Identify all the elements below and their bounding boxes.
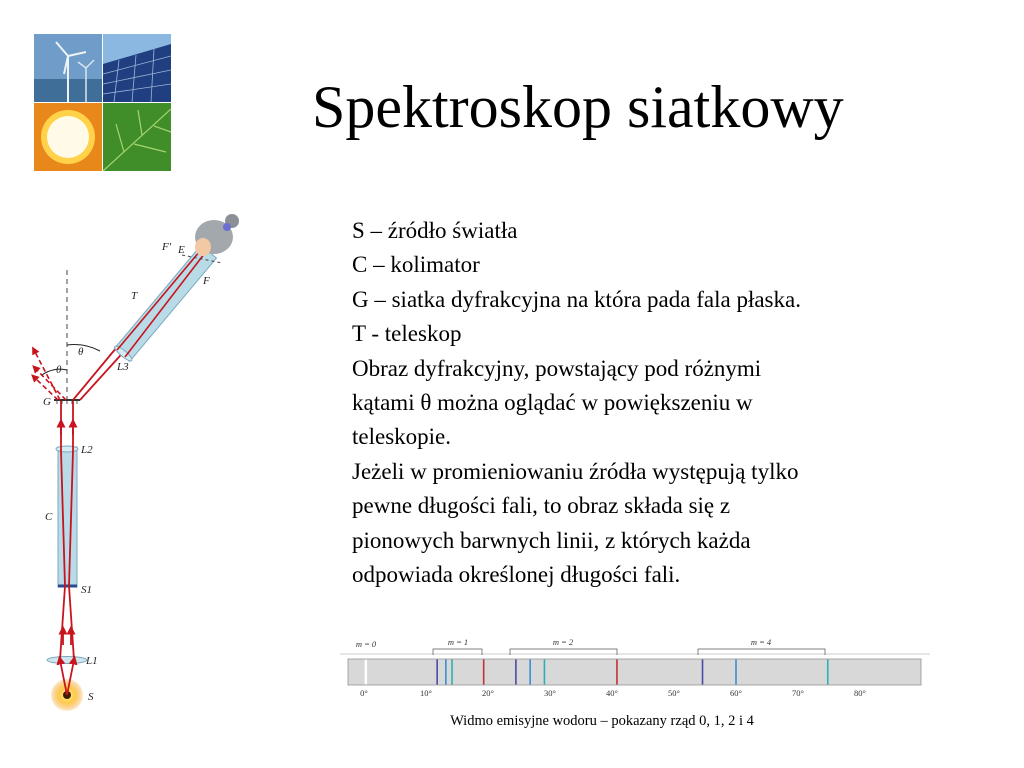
angle-tick: 0° [360,688,368,698]
theta-arc-left [42,369,67,375]
angle-tick: 50° [668,688,680,698]
label-l3: L3 [117,361,129,373]
angle-tick: 70° [792,688,804,698]
label-l2: L2 [81,444,93,456]
label-theta-top: θ [78,346,84,358]
description-line: pewne długości fali, to obraz składa się z [352,493,731,519]
label-f-prime: F′ [162,241,172,253]
order-label: m = 1 [447,637,469,647]
label-theta-left: θ [56,364,62,376]
spectroscope-diagram [22,205,322,725]
description-line: teleskopie. [352,424,451,450]
spectrum-caption: Widmo emisyjne wodoru – pokazany rząd 0, 1, 2 i 4 [450,713,754,729]
label-c: C [45,511,53,523]
angle-tick: 20° [482,688,494,698]
label-e: E [178,244,185,256]
order-label: m = 2 [552,637,574,647]
order-label: m = 4 [750,637,772,647]
angle-tick: 60° [730,688,742,698]
description-line: kątami θ można oglądać w powiększeniu w [352,390,753,416]
angle-tick: 30° [544,688,556,698]
description-line: Obraz dyfrakcyjny, powstający pod różnymi [352,355,762,381]
label-l1: L1 [86,655,98,667]
label-g: G [43,396,51,408]
label-t: T [131,290,138,302]
description-line: T - teleskop [352,321,462,347]
angle-tick: 10° [420,688,432,698]
order-label: m = 0 [355,639,377,649]
spectrum-bar [348,659,921,685]
description-line: odpowiada określonej długości fali. [352,562,681,588]
description-line: Jeżeli w promieniowaniu źródła występują tylko [352,458,799,484]
logo-leaf-quadrant [103,103,171,171]
slide-title: Spektroskop siatkowy [312,74,844,140]
lens-l1 [47,657,87,664]
angle-tick: 40° [606,688,618,698]
angle-tick: 80° [854,688,866,698]
description-line: S – źródło światła [352,218,518,243]
observer-head [195,214,239,256]
light-rays [60,253,202,695]
lens-l2 [56,446,78,452]
description-line: pionowych barwnych linii, z których każda [352,527,751,553]
description-text [352,214,942,592]
label-f: F [203,275,210,287]
theta-arc-right [67,345,100,351]
label-s1: S1 [81,584,92,596]
description-line: G – siatka dyfrakcyjna na która pada fala płaska. [352,286,801,312]
description-line: C – kolimator [352,252,480,278]
energy-logo [34,34,171,171]
hydrogen-spectrum [340,628,930,700]
label-s: S [88,691,94,703]
